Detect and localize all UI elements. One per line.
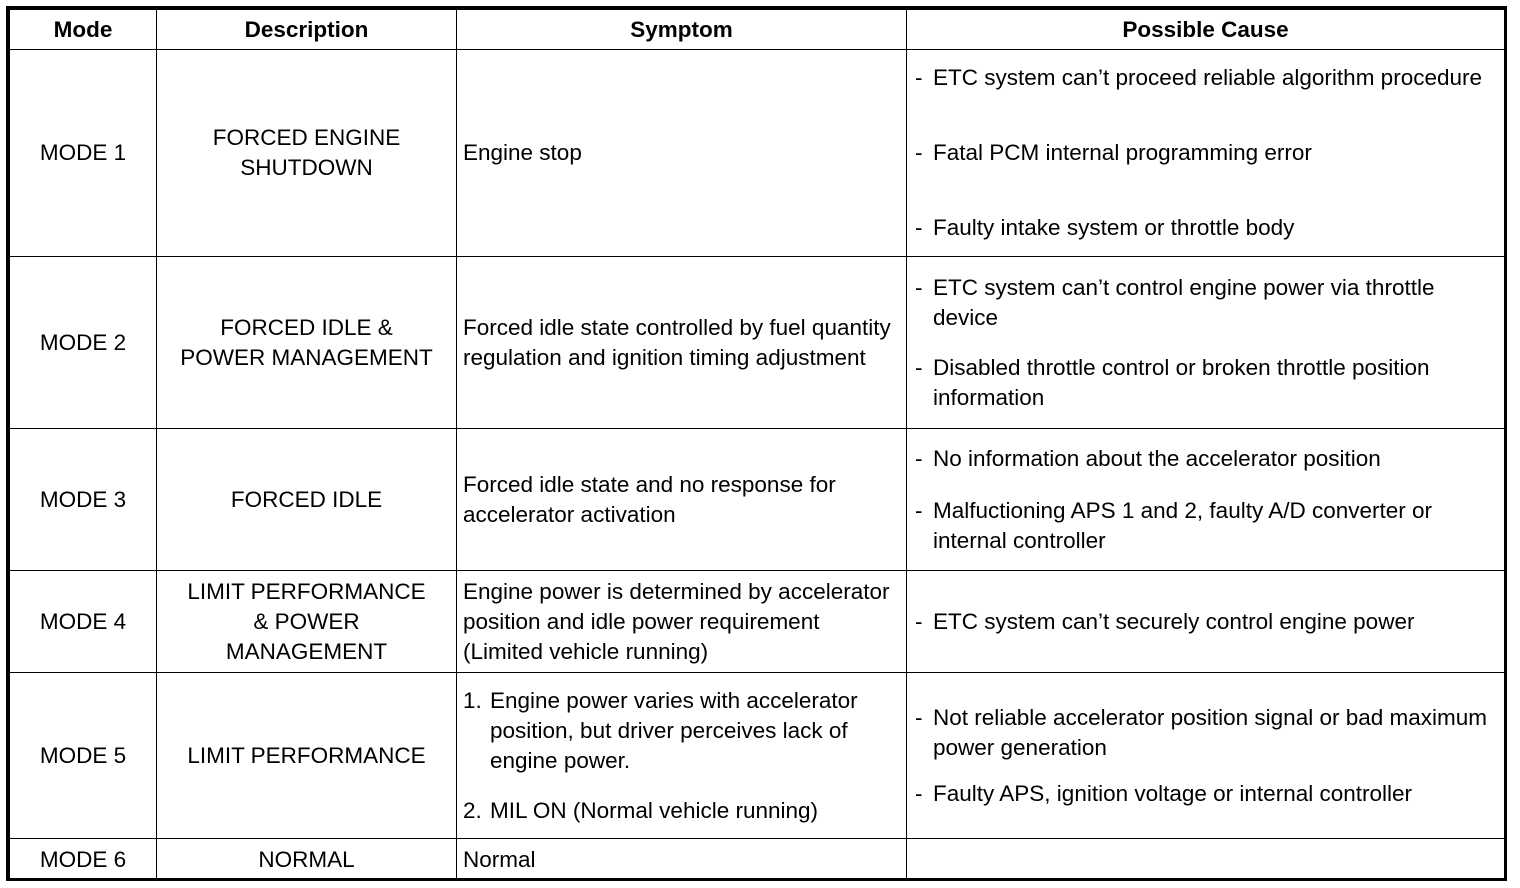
description-line: & POWER [253,608,360,634]
description-line: MANAGEMENT [225,638,388,664]
cause-text: Not reliable accelerator position signal or bad maximum power generation [933,704,1488,760]
dash-bullet: - [915,140,923,165]
description-line: FORCED IDLE & [220,314,393,340]
cause-item [915,444,1496,474]
etc-fail-safe-table [9,9,1505,881]
possible-cause-cell [907,429,1505,571]
possible-cause-cell [907,257,1505,429]
dash-bullet: - [915,445,923,471]
symptom-cell [457,673,907,839]
header-symptom: Symptom [457,10,907,50]
cause-text: ETC system can’t securely control engine power [933,608,1415,634]
mode-cell: MODE 3 [10,429,157,571]
description-line: POWER MANAGEMENT [180,344,433,370]
header-possible-cause: Possible Cause [907,10,1505,50]
cause-item [915,138,1496,168]
etc-fail-safe-table-frame [6,6,1507,881]
table-row [10,839,1505,881]
possible-cause-cell [907,673,1505,839]
symptom-cell: Forced idle state controlled by fuel quantity regulation and ignition timing adjustment [457,257,907,429]
description-line: FORCED IDLE [230,486,383,512]
dash-bullet: - [915,274,923,300]
cause-text: Disabled throttle control or broken throttle position information [933,354,1430,410]
header-description: Description [157,10,457,50]
description-cell [157,257,457,429]
table-row [10,673,1505,839]
dash-bullet: - [915,497,923,523]
header-row [10,10,1505,50]
table-row [10,257,1505,429]
possible-cause-cell [907,839,1505,881]
symptom-number: 2. [463,797,482,823]
cause-item [915,63,1496,93]
cause-item [915,213,1496,243]
header-mode: Mode [10,10,157,50]
dash-bullet: - [915,780,923,806]
cause-text: Fatal PCM internal programming error [933,140,1312,165]
cause-item [915,607,1496,637]
dash-bullet: - [915,215,923,240]
mode-cell: MODE 2 [10,257,157,429]
symptom-text: Engine power varies with accelerator position, but driver perceives lack of engine power. [490,687,858,773]
mode-cell: MODE 5 [10,673,157,839]
symptom-cell: Engine power is determined by accelerator position and idle power requirement (Limited vehicle running) [457,571,907,673]
cause-item [915,496,1496,556]
table-row [10,429,1505,571]
description-cell [157,571,457,673]
cause-text: Faulty intake system or throttle body [933,215,1295,240]
symptom-item [463,796,900,826]
description-line: LIMIT PERFORMANCE [187,578,426,604]
cause-text: No information about the accelerator position [933,445,1381,471]
cause-text: Malfuctioning APS 1 and 2, faulty A/D converter or internal controller [933,497,1433,553]
cause-item [915,353,1496,413]
table-row [10,50,1505,257]
dash-bullet: - [915,354,923,380]
symptom-number: 1. [463,687,482,713]
cause-text: ETC system can’t control engine power via throttle device [933,274,1435,330]
mode-cell: MODE 4 [10,571,157,673]
mode-cell: MODE 1 [10,50,157,257]
description-cell [157,429,457,571]
dash-bullet: - [915,704,923,730]
cause-item [915,779,1496,809]
description-line: NORMAL [258,846,355,872]
description-line: SHUTDOWN [240,155,373,180]
symptom-text: MIL ON (Normal vehicle running) [490,797,819,823]
symptom-cell: Forced idle state and no response for accelerator activation [457,429,907,571]
table-row [10,571,1505,673]
description-line: FORCED ENGINE [212,125,401,150]
mode-cell: MODE 6 [10,839,157,881]
dash-bullet: - [915,65,923,90]
description-cell [157,50,457,257]
possible-cause-cell [907,571,1505,673]
description-line: LIMIT PERFORMANCE [187,742,426,768]
dash-bullet: - [915,608,923,634]
cause-text: ETC system can’t proceed reliable algorithm procedure [933,65,1482,90]
cause-text: Faulty APS, ignition voltage or internal controller [933,780,1413,806]
symptom-item [463,686,900,776]
possible-cause-cell [907,50,1505,257]
cause-item [915,273,1496,333]
description-cell [157,673,457,839]
cause-item [915,703,1496,763]
description-cell [157,839,457,881]
symptom-cell: Engine stop [457,50,907,257]
symptom-cell: Normal [457,839,907,881]
